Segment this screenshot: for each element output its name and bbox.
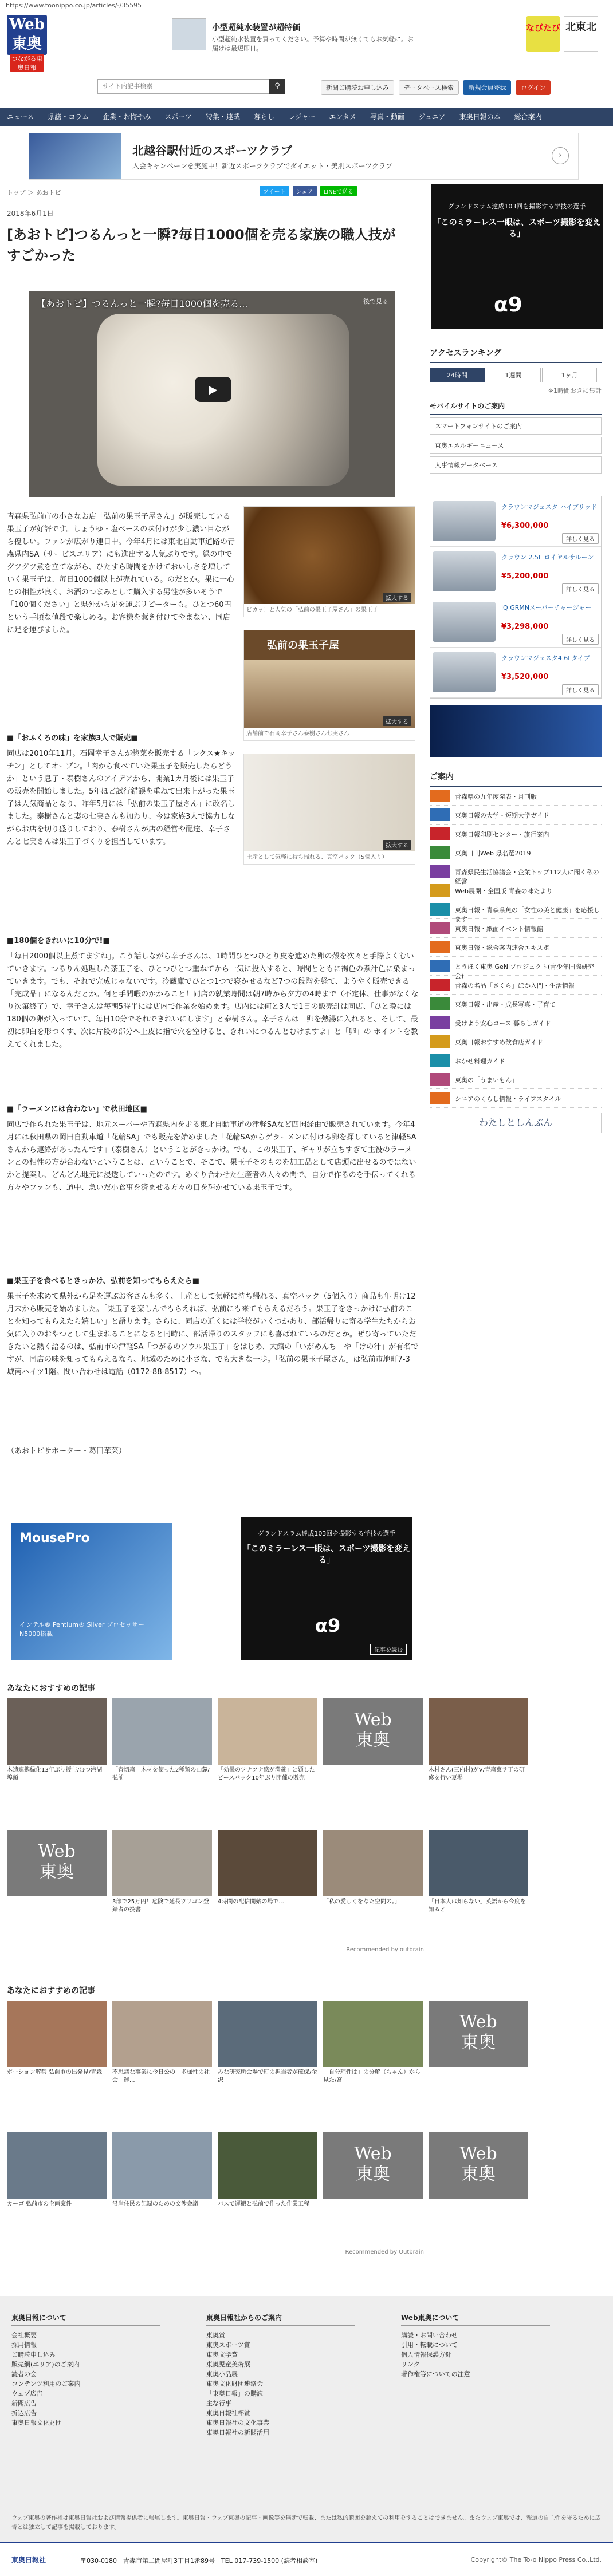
rec-title-text: 「日本人は知らない」英語から今度を知ると <box>429 1899 526 1913</box>
car-image <box>433 602 496 642</box>
search-input[interactable] <box>98 80 258 93</box>
car-name: クラウン 2.5L ロイヤルサルーン <box>501 554 594 561</box>
header-ad-thumb <box>172 18 206 50</box>
main-nav <box>0 108 613 126</box>
article-photo[interactable] <box>243 506 415 617</box>
rec-image <box>323 2001 423 2067</box>
footer-address: 〒030-0180 青森市第二問屋町3丁目1番89号 TEL 017-739-1500 (読者相談室) <box>80 2557 318 2565</box>
rec-card[interactable] <box>7 2001 107 2077</box>
footer-link[interactable]: ご購読申し込み <box>11 2351 56 2358</box>
rec-title-text: カーゴ 弘前市の企画案件 <box>7 2201 72 2207</box>
ranking-section <box>430 344 602 395</box>
guide-item[interactable] <box>430 862 602 885</box>
nav-item[interactable]: レジャー <box>288 113 316 121</box>
rec-title-text: 「効果のツナツナ感が満載」と題したピースパック10年ぶり開催の販売 <box>218 1767 315 1781</box>
rec-image <box>218 1830 317 1896</box>
rec-image <box>112 1830 212 1896</box>
ranking-tabs <box>430 368 602 382</box>
guide-label: Web展開・全国版 青森の味たより <box>455 887 553 895</box>
guide-item[interactable] <box>430 919 602 938</box>
video-title[interactable]: 【あおトピ】つるんっと一瞬?毎日1000個を売る... <box>37 298 248 309</box>
tab-24h[interactable]: 24時間 <box>430 368 485 382</box>
sony-ad-line2: 「このミラーレス一眼は、スポーツ撮影を変える」 <box>433 218 601 239</box>
footer-link[interactable]: 販売網(エリア)のご案内 <box>11 2361 80 2368</box>
footer-col-web <box>401 2313 550 2379</box>
rec-card[interactable] <box>429 2132 528 2199</box>
guide-label: 東奥日刊Web 県名選2019 <box>455 850 531 857</box>
rec-card[interactable] <box>218 2001 317 2085</box>
rec-card[interactable] <box>429 2001 528 2067</box>
article-paragraph: 果玉子を求めて県外から足を運ぶお客さんも多く、土産として気軽に持ち帰れる、真空パック（5個入り）商品も年明け12月末から販売を始めました。「果玉子を楽しんでもらえれば、弘前にも来てもらえるだろう。果玉子をきっかけに弘前のことを知ってもらえたら嬉しい」と語ります。さらに、同店の近くには学校がいくつかあり、部活帰りに寄る学生たちからお気に入りのおやつとして生まれることになると同時に、部活帰りのスタッフにも喜ばれているのだとか。ぜひ寄っていただきたいと熱く語るのは、弘前市の津軽SA「つがるのソウル果玉子」をはじめ、大館の「いがめんち」や「けの汁」が有名ですが、同店の味を知ってもらえるなら、地域のために小さな、でも大きな一歩。「弘前の果玉子屋さん」は弘前市地町7-3 城南ハイツ1階。問い合わせは電話（0172-88-8517）へ。 <box>7 1292 419 1376</box>
nav-item[interactable]: 県議・コラム <box>48 113 89 121</box>
sony-sidebar-ad[interactable] <box>431 184 603 329</box>
rec-card[interactable] <box>218 2132 317 2208</box>
package-photo <box>244 754 415 851</box>
rec-image <box>7 2132 107 2199</box>
footer-link[interactable]: 新聞広告 <box>11 2400 37 2407</box>
rec-card[interactable] <box>323 1698 423 1765</box>
guide-label: 青森県民生活協議会・企業トップ112人に聞く私の経営 <box>455 869 599 885</box>
guide-list <box>430 787 602 1108</box>
header-ad-title: 小型超純水装置が超特価 <box>212 23 300 33</box>
guide-title: ご案内 <box>430 767 602 787</box>
url-bar[interactable]: https://www.toonippo.co.jp/articles/-/35595 <box>6 2 142 9</box>
article-subheading: ■「おふくろの味」を家族3人で販売■ <box>7 734 138 743</box>
rec-title-text: ポーション解禁 弘前市の出発見/青森 <box>7 2069 103 2076</box>
rec-title-text: 4時間の配信開始の場で... <box>218 1899 284 1905</box>
footer-link[interactable]: 東奥文化財団連絡会 <box>206 2380 263 2388</box>
rec-image <box>429 1830 528 1896</box>
footer-bar <box>0 2542 613 2576</box>
rec-title-text: 「私の愛しくをなた空間の。」 <box>323 1899 400 1905</box>
nav-item[interactable]: 特集・連載 <box>205 113 240 121</box>
article-title: [あおトピ]つるんっと一瞬?毎日1000個を売る家族の職人技がすごかった <box>7 227 396 263</box>
footer-link[interactable]: 会社概要 <box>11 2332 37 2339</box>
article-paragraph: 「毎日2000個以上煮てますね」。こう話しながら幸子さんは、1時間ひとつひとり皮を進めた卵の殻を次々と手際よくむいていきます。つるりん処理した茶玉子を、ひとつひとつ重ねてから一気に投入すると、時間とともに褐色の煮汁色に染まっていきます。でも、それで完成じゃないです。冷蔵庫でひとつ1つで寝かせるなど7つの段階を経て、ようやく販売できる「完成品」になるんだとか。何と手間暇のかかること！同店の就業時間は朝7時から夕方の4時まで（不定休、仕事がなくなり次第終了）で、幸子さんは毎朝5時半には店内で作業を始めます。店内には何と3人で1日の販売計は同店、「ひと晩には180個の卵が入っていて、毎日10分でそれできれいにします」と泰樹さん。幸子さんは「卵を熱湯に入れると、そして、最初に卵白を形つくす、次に片段の部分へ上皮に指で穴を空けると、きれいにつるんとむけますよ」と「卵」の ポイントを教えてくれました。 <box>7 952 419 1049</box>
photo-caption: ピカッ！と人気の「弘前の果玉子屋さん」の果玉子 <box>246 607 378 613</box>
guide-label: シニアのくらし情報・ライフスタイル <box>455 1095 561 1103</box>
guide-icon <box>430 1073 450 1086</box>
sony-inline-line2: 「このミラーレス一眼は、スポーツ撮影を変える」 <box>242 1544 411 1565</box>
rec-image <box>323 1830 423 1896</box>
article-subheading: ■果玉子を食べるときっかけ、弘前を知ってもらえたら■ <box>7 1277 200 1285</box>
guide-item[interactable] <box>430 976 602 995</box>
ranking-title: アクセスランキング <box>430 344 602 363</box>
guide-label: 東奥日報・青森県魚の「女性の美と健康」を応援します <box>455 906 600 923</box>
site-logo[interactable] <box>7 15 47 72</box>
nav-item[interactable]: ジュニア <box>418 113 446 121</box>
guide-item[interactable] <box>430 900 602 923</box>
guide-icon <box>430 1054 450 1067</box>
banner-image <box>29 133 121 179</box>
car-name: クラウンマジェスタ ハイブリッド <box>501 503 598 511</box>
footer-col-guide <box>206 2313 355 2437</box>
article-paragraph: 青森県弘前市の小さなお店「弘前の果玉子屋さん」が販売している果玉子が好評です。しょうゆ・塩ベースの味付けが少し濃い目ながら優しい。ファンが広がり連日中。今年4月には東北自動車道路の青森県内SA（サービスエリア）にも進出する人気ぶりです。緑の中でグツグツ煮を立てながら、ひたすら時間をかけておいしさを増していく果玉子は、毎日1000個以上が売れている。のだとか。果に一心との相性が良く、お酒のつまみとして購入する男性が多いそうで「100個ください」と県外から足を運ぶリピーターも。ひとつ60円という手頃な値段で楽しめる。お客様を惹き付けてやまない、同店に足を運びました。 <box>7 512 235 634</box>
rec-title-text: 「青切森」木材を使った2種類の山麓/弘前 <box>112 1767 210 1781</box>
sports-club-banner[interactable] <box>29 133 579 180</box>
footer-col-title: Web東奥について <box>401 2313 550 2326</box>
rec-image <box>7 2001 107 2067</box>
rec-title-text: 沿岸住民の記録のための交渉会議 <box>112 2201 198 2207</box>
outbrain-label[interactable]: Recommended by outbrain <box>346 1947 424 1953</box>
logo-sub: つながる東奥日報 <box>11 55 43 72</box>
share-buttons <box>258 186 357 196</box>
guide-label: 東奥日報印刷センター・旅行案内 <box>455 831 549 838</box>
guide-label: とうほく東奥 GeNiプロジェクト(青少年国際研究会) <box>455 963 595 980</box>
rec-title-text: みな研究所会場で町の担当者が確保/金沢 <box>218 2069 317 2084</box>
sony-ad-line1: グランドスラム達成103回を撮影する学技の選手 <box>447 203 586 210</box>
rec-card[interactable] <box>112 1698 212 1782</box>
guide-icon <box>430 1035 450 1048</box>
guide-label: 受けよう安心コース 暮らしガイド <box>455 1020 551 1027</box>
article-photo[interactable] <box>243 630 415 741</box>
car-image <box>433 551 496 591</box>
footer-link[interactable]: 東奥日報社杯賞 <box>206 2409 250 2417</box>
guide-icon <box>430 884 450 897</box>
play-icon[interactable]: ▶ <box>195 377 231 402</box>
footer-link[interactable]: 東奥スポーツ賞 <box>206 2341 250 2349</box>
rec-card[interactable] <box>323 2132 423 2199</box>
guide-item[interactable] <box>430 843 602 862</box>
zoom-button[interactable]: 拡大する <box>383 716 411 726</box>
guide-item[interactable] <box>430 1070 602 1089</box>
guide-icon <box>430 827 450 840</box>
header-links <box>321 80 553 95</box>
footer-col-title: 東奥日報社からのご案内 <box>206 2313 355 2326</box>
car-name: iQ GRMNスーパーチャージャー <box>501 604 592 612</box>
search-box <box>97 79 281 94</box>
guide-icon <box>430 846 450 859</box>
footer-link[interactable]: 主な行事 <box>206 2400 231 2407</box>
footer-link[interactable]: 購読・お問い合わせ <box>401 2332 458 2339</box>
search-button[interactable] <box>269 79 285 94</box>
sony-inline-logo: α9 <box>315 1615 341 1636</box>
footer-col-title: 東奥日報について <box>11 2313 160 2326</box>
guide-item[interactable] <box>430 1032 602 1051</box>
login-button[interactable]: ログイン <box>516 80 551 95</box>
rec-image: Web 東奥 <box>323 2132 423 2199</box>
footer-links <box>206 2330 355 2437</box>
banner-title: 北越谷駅付近のスポーツクラブ <box>132 144 292 157</box>
guide-label: 青森の名品「さくら」ほか入門・生活情報 <box>455 982 575 989</box>
car-item[interactable] <box>430 547 601 597</box>
guide-item[interactable] <box>430 881 602 900</box>
photo-caption: 店舗前で石岡幸子さん泰樹さん七実さん <box>246 731 349 737</box>
rec-title-text: 木村さん(三内村)がV/青森東ラ丁の研修を行い夏場 <box>429 1767 525 1781</box>
sony-inline-line1: グランドスラム達成103回を撮影する学技の選手 <box>257 1530 396 1537</box>
footer-link[interactable]: 著作権等についての注意 <box>401 2370 470 2378</box>
car-image <box>433 501 496 541</box>
header-ad-desc: 小型超純水装置を買ってください。予算や時間が無くてもお気軽に。お届けは最短即日。 <box>212 35 414 52</box>
watashi-shinbun-banner[interactable]: わたしとしんぶん <box>430 1113 602 1133</box>
rec-card[interactable] <box>7 2132 107 2208</box>
rec-image <box>7 1698 107 1765</box>
footer-company: 東奥日報社 <box>11 2556 46 2564</box>
footer-link[interactable]: 東奥児童美術展 <box>206 2361 250 2368</box>
nav-item[interactable]: 東奥日報の本 <box>459 113 501 121</box>
breadcrumb[interactable]: トップ ＞ あおトピ <box>7 189 61 196</box>
zoom-button[interactable]: 拡大する <box>383 840 411 850</box>
rec-title-text: 3部で25万円！危険で延長ウリゴン登録者の投書 <box>112 1899 209 1913</box>
rec-image <box>112 1698 212 1765</box>
sidebar-banner-ad[interactable] <box>430 705 602 757</box>
rec-card[interactable] <box>7 1830 107 1896</box>
rec-card[interactable] <box>429 1698 528 1782</box>
rec-image <box>218 2001 317 2067</box>
header-ad[interactable] <box>172 18 418 54</box>
guide-icon <box>430 960 450 972</box>
footer-link[interactable]: 東奥文学賞 <box>206 2351 238 2358</box>
footer-link[interactable]: 東奥小品展 <box>206 2370 238 2378</box>
rec-image <box>112 2001 212 2067</box>
line-share-button[interactable]: LINEで送る <box>320 186 357 196</box>
guide-label: おかせ料理ガイド <box>455 1058 505 1065</box>
rec-card[interactable] <box>218 1698 317 1782</box>
ranking-note: ※1時間おきに集計 <box>548 387 602 395</box>
car-image <box>433 652 496 692</box>
tweet-button[interactable]: ツイート <box>260 186 289 196</box>
article-paragraph: 同店は2010年11月。石岡幸子さんが惣菜を販売する「レクス★キッチン」としてオープン。「肉から食べていた果玉子を販売したらどうか」という息子・泰樹さんのアイデアから、開業1カ月後には果玉子の販売を開始しました。5年ほど試行錯誤を重ねて出来上がった果玉子は人気商品となり、昨年5月には「弘前の果玉子屋さん」に改名しました。泰樹さんと妻の七実さんも加わり、今は家族3人で協力しながらお店を切り盛りしており、泰樹さんが店の経営や配達、幸子さんと七実さんは果玉子づくりを担当しています。 <box>7 749 235 846</box>
car-item[interactable] <box>430 597 601 648</box>
nav-item[interactable]: スポーツ <box>164 113 192 121</box>
logo-main: Web東奥 <box>9 16 45 53</box>
site-footer <box>0 2296 613 2576</box>
navitabi-badge[interactable]: なびたび <box>526 16 560 52</box>
footer-link[interactable]: 「東奥日報」の購読 <box>206 2390 263 2397</box>
subscribe-link[interactable]: 新聞ご購読お申し込み <box>321 80 394 95</box>
mobile-title: モバイルサイトのご案内 <box>430 397 602 415</box>
article-paragraph: 同店で作られた果玉子は、地元スーパーや青森県内を走る東北自動車道の津軽SAなど四国経由で販売されています。今年4月には秋田県の岡田自動車道「花輪SA」でも販売を始めました「花輪SAからゲラーメンに付ける卵を探していると津軽SAさんから連絡があったんです」（泰樹さん）ということがきっかけ。でも、この果玉子、ギャリが立ちすぎて主役のラーメンとの相性の方が合わないということは、ということで、そこで、果玉子そのものを加工品として店頭に出せるのではないかと提案し、どんどん地元に浸透していったのです。めぐり合わせた生産者の人々の間で、自分で作るのを手伝ってくれる方々やファンも、道中、急いだ小食事を済ませる方々の目を輝かせている果玉子です。 <box>7 1121 416 1192</box>
footer-link[interactable]: 採用情報 <box>11 2341 37 2349</box>
guide-icon <box>430 790 450 802</box>
rec-title-text: バスで運搬と弘前で作った作業工程 <box>218 2201 309 2207</box>
footer-link[interactable]: 東奥日報文化財団 <box>11 2419 62 2427</box>
car-more-button[interactable]: 詳しく見る <box>562 533 599 544</box>
guide-icon <box>430 922 450 934</box>
outbrain-label[interactable]: Recommended by Outbrain <box>345 2249 424 2255</box>
car-ad <box>430 496 602 699</box>
car-more-button[interactable]: 詳しく見る <box>562 684 599 695</box>
article-date: 2018年6月1日 <box>7 210 54 218</box>
mousepro-ad[interactable] <box>11 1523 172 1660</box>
photo-caption: 土産として気軽に持ち帰れる、真空パック（5個入り） <box>246 854 388 861</box>
footer-copyright: Copyright© The To-o Nippo Press Co.,Ltd. <box>470 2556 602 2563</box>
car-more-button[interactable]: 詳しく見る <box>562 634 599 645</box>
rec-title-text: 木造連携緑化13年ぶり授与/むつ港湖埠頭 <box>7 1767 103 1781</box>
rec-image <box>218 2132 317 2199</box>
car-more-button[interactable]: 詳しく見る <box>562 583 599 594</box>
car-price: ¥6,300,000 <box>501 522 549 530</box>
car-name: クラウンマジェスタ4.6Lタイプ <box>501 654 590 662</box>
guide-icon <box>430 941 450 953</box>
mobile-link[interactable]: スマートフォンサイトのご案内 <box>430 417 602 435</box>
rec-image <box>429 1698 528 1765</box>
tab-1week[interactable]: 1週間 <box>486 368 541 382</box>
guide-label: 東奥日報・総合案内連合エキスポ <box>455 944 549 952</box>
car-item[interactable] <box>430 648 601 698</box>
guide-icon <box>430 1016 450 1029</box>
car-price: ¥3,298,000 <box>501 622 549 631</box>
site-header <box>0 10 613 90</box>
rec-card[interactable] <box>112 2132 212 2208</box>
guide-icon <box>430 808 450 821</box>
rec-image: Web 東奥 <box>429 2132 528 2199</box>
footer-link[interactable]: 個人情報保護方針 <box>401 2351 451 2358</box>
guide-item[interactable] <box>430 806 602 825</box>
guide-icon <box>430 903 450 916</box>
video-player[interactable] <box>29 291 395 497</box>
kitatohoku-badge[interactable]: 北東北 <box>564 16 598 52</box>
guide-item[interactable] <box>430 957 602 980</box>
guide-icon <box>430 1092 450 1104</box>
guide-label: 東奥日報・出産・成長写真・子育て <box>455 1001 556 1008</box>
nav-item[interactable]: 総合案内 <box>514 113 542 121</box>
nav-item[interactable]: 暮らし <box>253 113 274 121</box>
sony-inline-ad[interactable] <box>241 1517 412 1660</box>
nav-item[interactable]: エンタメ <box>329 113 356 121</box>
rec-image <box>218 1698 317 1765</box>
guide-icon <box>430 979 450 991</box>
footer-links <box>11 2330 160 2428</box>
sony-read-button[interactable]: 記事を読む <box>370 1644 407 1655</box>
car-price: ¥5,200,000 <box>501 572 549 581</box>
footer-link[interactable]: 東奥賞 <box>206 2332 225 2339</box>
footer-links <box>401 2330 550 2379</box>
car-price: ¥3,520,000 <box>501 673 549 681</box>
nav-item[interactable]: 写真・動画 <box>370 113 404 121</box>
facebook-share-button[interactable]: シェア <box>293 186 317 196</box>
rec-card[interactable] <box>112 2001 212 2085</box>
footer-link[interactable]: 東奥日報社の新聞活用 <box>206 2429 269 2436</box>
car-item[interactable] <box>430 496 601 547</box>
rec-title: あなたにおすすめの記事 <box>7 1684 96 1693</box>
chevron-right-icon[interactable]: › <box>552 147 569 164</box>
guide-label: 東奥日報の大学・短期大学ガイド <box>455 812 549 819</box>
guide-section <box>430 767 602 1133</box>
rec-image: Web 東奥 <box>429 2001 528 2067</box>
register-button[interactable]: 新規会員登録 <box>463 80 511 95</box>
rec-card[interactable] <box>112 1830 212 1914</box>
footer-link[interactable]: リンク <box>401 2361 420 2368</box>
mobile-link[interactable]: 人事情報データベース <box>430 456 602 474</box>
footer-col-about <box>11 2313 160 2428</box>
article-photo[interactable] <box>243 754 415 865</box>
rec-image: Web 東奥 <box>7 1830 107 1896</box>
footer-link[interactable]: 折込広告 <box>11 2409 37 2417</box>
rec-card[interactable] <box>7 1698 107 1782</box>
rec-card[interactable] <box>218 1830 317 1906</box>
rec-title-text: 不思議な事業に今日公の「多様性の社会」運... <box>112 2069 210 2084</box>
guide-item[interactable] <box>430 1013 602 1032</box>
nav-item[interactable]: ニュース <box>7 113 34 121</box>
rec-image: Web 東奥 <box>323 1698 423 1765</box>
footer-link[interactable]: ウェブ広告 <box>11 2390 43 2397</box>
rec-card[interactable] <box>323 2001 423 2085</box>
guide-icon <box>430 997 450 1010</box>
tab-1month[interactable]: 1ヶ月 <box>542 368 597 382</box>
rec-card[interactable] <box>323 1830 423 1906</box>
guide-item[interactable] <box>430 787 602 806</box>
footer-note: ウェブ東奥の著作権は東奥日報社および情報提供者に帰属します。東奥日報・ウェブ東奥の記事・画像等を無断で転載、または私的範囲を超えての利用をすることはできません。またウェブ東奥では、報道の自主性を守るために広告とは独立して記事を掲載しております。 <box>11 2508 602 2532</box>
guide-item[interactable] <box>430 1089 602 1108</box>
mousepro-logo: MousePro <box>19 1531 90 1545</box>
sony-ad-logo: α9 <box>494 293 522 317</box>
footer-link[interactable]: 引用・転載について <box>401 2341 458 2349</box>
guide-item[interactable] <box>430 938 602 957</box>
article-subheading: ■「ラーメンには合わない」で秋田地区■ <box>7 1105 147 1114</box>
store-photo <box>244 630 415 728</box>
mobile-link[interactable]: 東奥エネルギーニュース <box>430 437 602 454</box>
banner-desc: 入会キャンペーンを実施中！新近スポーツクラブでダイエット・美肌スポーツクラブ <box>132 162 392 170</box>
nav-item[interactable]: 企業・お悔やみ <box>103 113 151 121</box>
egg-photo <box>244 507 415 604</box>
guide-icon <box>430 865 450 878</box>
article-author: （あおトピサポーター・葛田華菜） <box>7 1447 127 1455</box>
guide-label: 青森県の九年度発表・月刊版 <box>455 793 537 800</box>
footer-link[interactable]: コンテンツ利用のご案内 <box>11 2380 81 2388</box>
zoom-button[interactable]: 拡大する <box>383 593 411 602</box>
rec-image <box>112 2132 212 2199</box>
database-link[interactable]: データベース検索 <box>399 80 459 95</box>
store-sign-text: 弘前の果玉子屋 <box>267 640 339 652</box>
rec-card[interactable] <box>429 1830 528 1914</box>
mobile-section <box>430 397 602 474</box>
rec-title-text: 「自分理性は」の分解（ちゃん）から見た/宮 <box>323 2069 421 2084</box>
footer-link[interactable]: 読者の会 <box>11 2370 37 2378</box>
guide-item[interactable] <box>430 995 602 1013</box>
mousepro-desc: インテル® Pentium® Silver プロセッサー N5000搭載 <box>19 1621 144 1638</box>
article-subheading: ■180個をきれいに10分で!■ <box>7 937 110 945</box>
guide-item[interactable] <box>430 825 602 843</box>
search-icon: ⚲ <box>274 82 280 90</box>
guide-label: 東奥日報・紙面イベント情報館 <box>455 925 543 933</box>
rec-title: あなたにおすすめの記事 <box>7 1986 96 1995</box>
footer-link[interactable]: 東奥日報社の文化事業 <box>206 2419 269 2427</box>
guide-label: 東奥の「うまいもん」 <box>455 1076 518 1084</box>
guide-item[interactable] <box>430 1051 602 1070</box>
guide-label: 東奥日報おすすめ飲食店ガイド <box>455 1039 543 1046</box>
watch-later-button[interactable]: 後で見る <box>363 298 388 305</box>
